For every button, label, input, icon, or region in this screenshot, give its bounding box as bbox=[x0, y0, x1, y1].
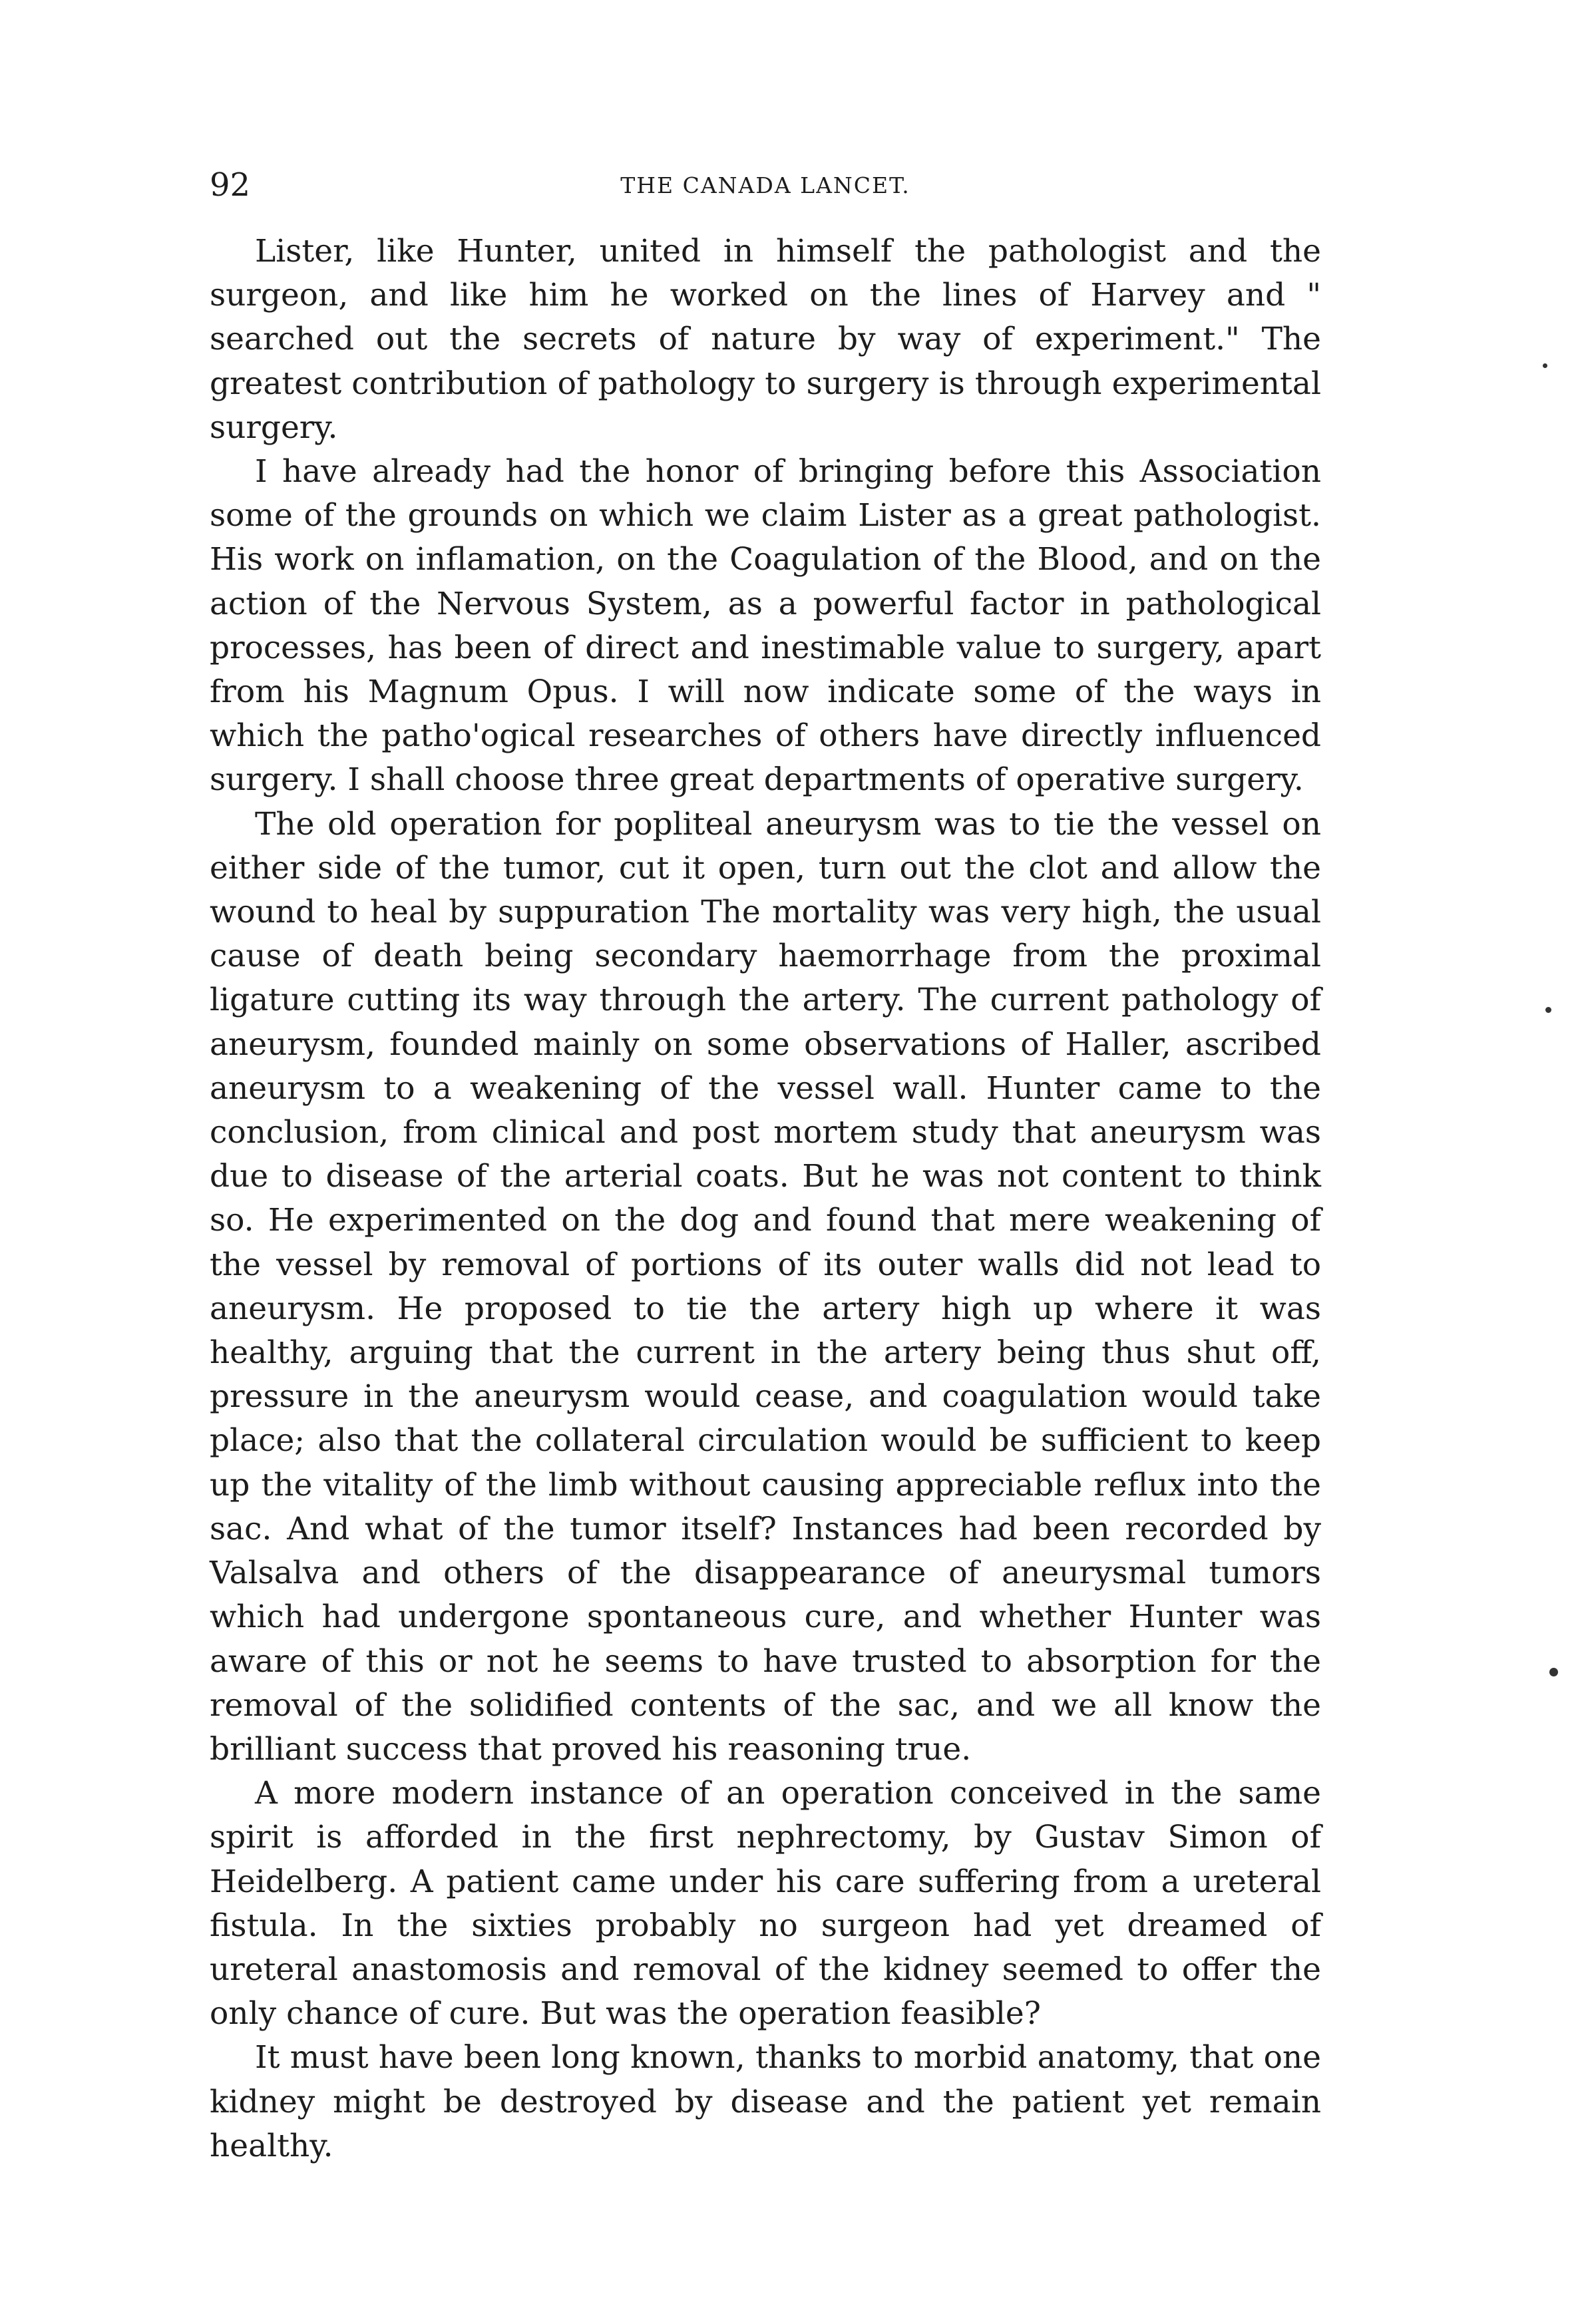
paragraph-aneurysm: The old operation for popliteal aneurysm was to tie the vessel on either side of the tumor, cut it open, turn out the clot and allow the wound to heal by suppuration The mortality was very high, the usual cause of death being secondary haemorrhage from the proximal ligature cutting its way through the artery. The current pathology of aneurysm, founded mainly on some observations of Haller, ascribed aneurysm to a weakening of the vessel wall. Hunter came to the conclusion, from clinical and post mortem study that aneurysm was due to disease of the arterial coats. But he was not content to think so. He experimented on the dog and found that mere weakening of the vessel by removal of portions of its outer walls did not lead to aneurysm. He proposed to tie the artery high up where it was healthy, arguing that the current in the artery being thus shut off, pressure in the aneurysm would cease, and coagulation would take place; also that the collateral circulation would be sufficient to keep up the vitality of the limb without causing appreciable reflux into the sac. And what of the tumor itself? Instances had been recorded by Valsalva and others of the disappearance of aneurysmal tumors which had undergone spontaneous cure, and whether Hunter was aware of this or not he seems to have trusted to absorption for the removal of the solidified contents of the sac, and we all know the brilliant success that proved his reasoning true. bbox=[210, 805, 1321, 1768]
scan-speck bbox=[1543, 363, 1547, 368]
scan-speck bbox=[1549, 1668, 1558, 1676]
paragraph-nephrectomy: A more modern instance of an operation conceived in the same spirit is afforded in the first nephrectomy, by Gustav Simon of Heidelberg. A patient came under his care suffering from a ureteral fistula. In the sixties probably no surgeon had yet dreamed of ureteral anastomosis and removal of the kidney seemed to offer the only chance of cure. But was the operation feasible? bbox=[210, 1775, 1321, 2033]
page-number: 92 bbox=[210, 166, 251, 204]
paragraph-association: I have already had the honor of bringing before this Association some of the grounds on which we claim Lister as a great pathologist. His work on inflamation, on the Coagulation of the Blood, and on the action of the Nervous System, as a powerful factor in pathological processes, has been of direct and inestimable value to surgery, apart from his Magnum Opus. I will now indicate some of the ways in which the patho'ogical researches of others have directly influenced surgery. I shall choose three great departments of operative surgery. bbox=[210, 453, 1321, 799]
page-header bbox=[210, 165, 1321, 205]
body-text bbox=[210, 230, 1321, 2168]
paragraph-kidney: It must have been long known, thanks to morbid anatomy, that one kidney might be destroyed by disease and the patient yet remain healthy. bbox=[210, 2039, 1321, 2164]
running-title: THE CANADA LANCET. bbox=[620, 172, 910, 198]
scan-speck bbox=[1545, 1007, 1551, 1013]
paragraph-lister: Lister, like Hunter, united in himself the pathologist and the surgeon, and like him he worked on the lines of Harvey and " searched out the secrets of nature by way of experiment." The greatest contribution of pathology to surgery is through experimental surgery. bbox=[210, 233, 1321, 446]
